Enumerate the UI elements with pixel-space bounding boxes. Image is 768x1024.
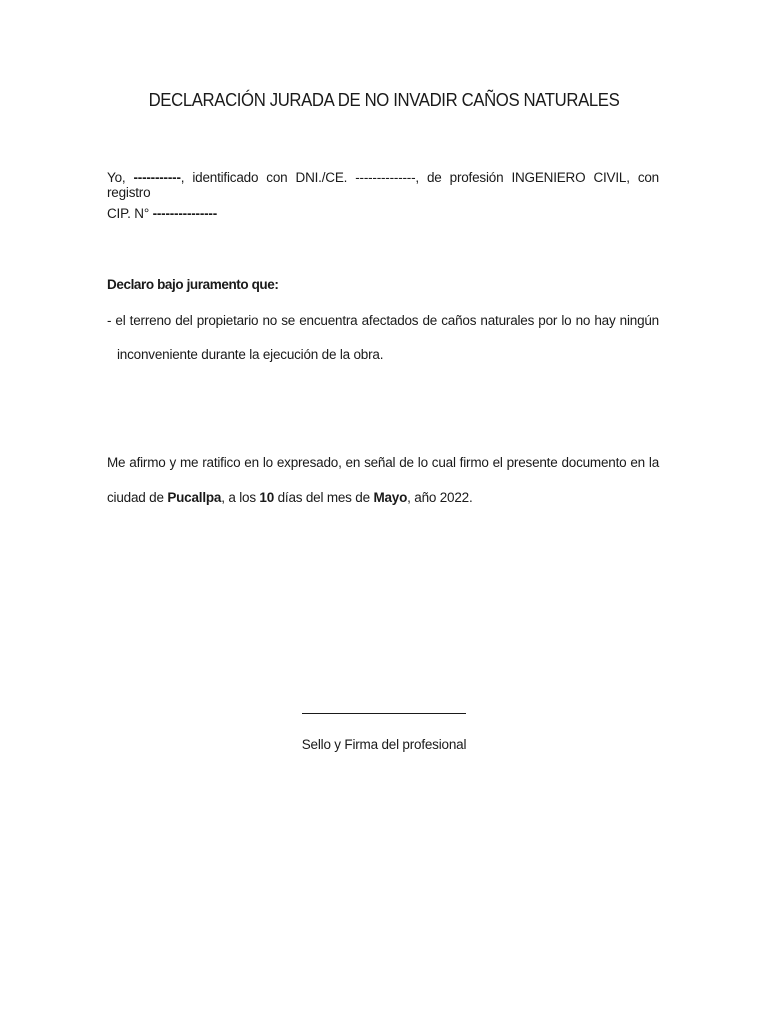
- declaration-heading: Declaro bajo juramento que:: [107, 277, 279, 292]
- declaration-line-1: - el terreno del propietario no se encuentra afectados de caños naturales por lo no hay ningún: [107, 313, 659, 328]
- ratification-text-c: días del mes de: [274, 490, 374, 505]
- declaration-line-2: inconveniente durante la ejecución de la obra.: [117, 347, 384, 362]
- day-number: 10: [259, 490, 275, 505]
- month-name: Mayo: [373, 490, 408, 505]
- document-title: DECLARACIÓN JURADA DE NO INVADIR CAÑOS NATURALES: [148, 90, 620, 110]
- signature-label: Sello y Firma del profesional: [301, 737, 467, 752]
- ratification-line-1: Me afirmo y me ratifico en lo expresado, en señal de lo cual firmo el presente documento en la: [107, 455, 659, 470]
- identity-line-2: [107, 206, 659, 221]
- identity-text: , identificado con DNI./CE. --------------, de profesión INGENIERO CIVIL, con registro: [107, 170, 659, 200]
- cip-blank: ---------------: [152, 206, 218, 221]
- city-name: Pucallpa: [167, 490, 222, 505]
- cip-text: CIP. N°: [107, 206, 153, 221]
- ratification-text-a: ciudad de: [107, 490, 168, 505]
- identity-line-1: [107, 170, 659, 200]
- name-blank: -----------: [133, 170, 181, 185]
- ratification-text-b: , a los: [221, 490, 260, 505]
- yo-text: Yo,: [107, 170, 134, 185]
- ratification-line-2: [107, 490, 659, 505]
- signature-line: [302, 713, 466, 714]
- ratification-text-d: , año 2022.: [407, 490, 473, 505]
